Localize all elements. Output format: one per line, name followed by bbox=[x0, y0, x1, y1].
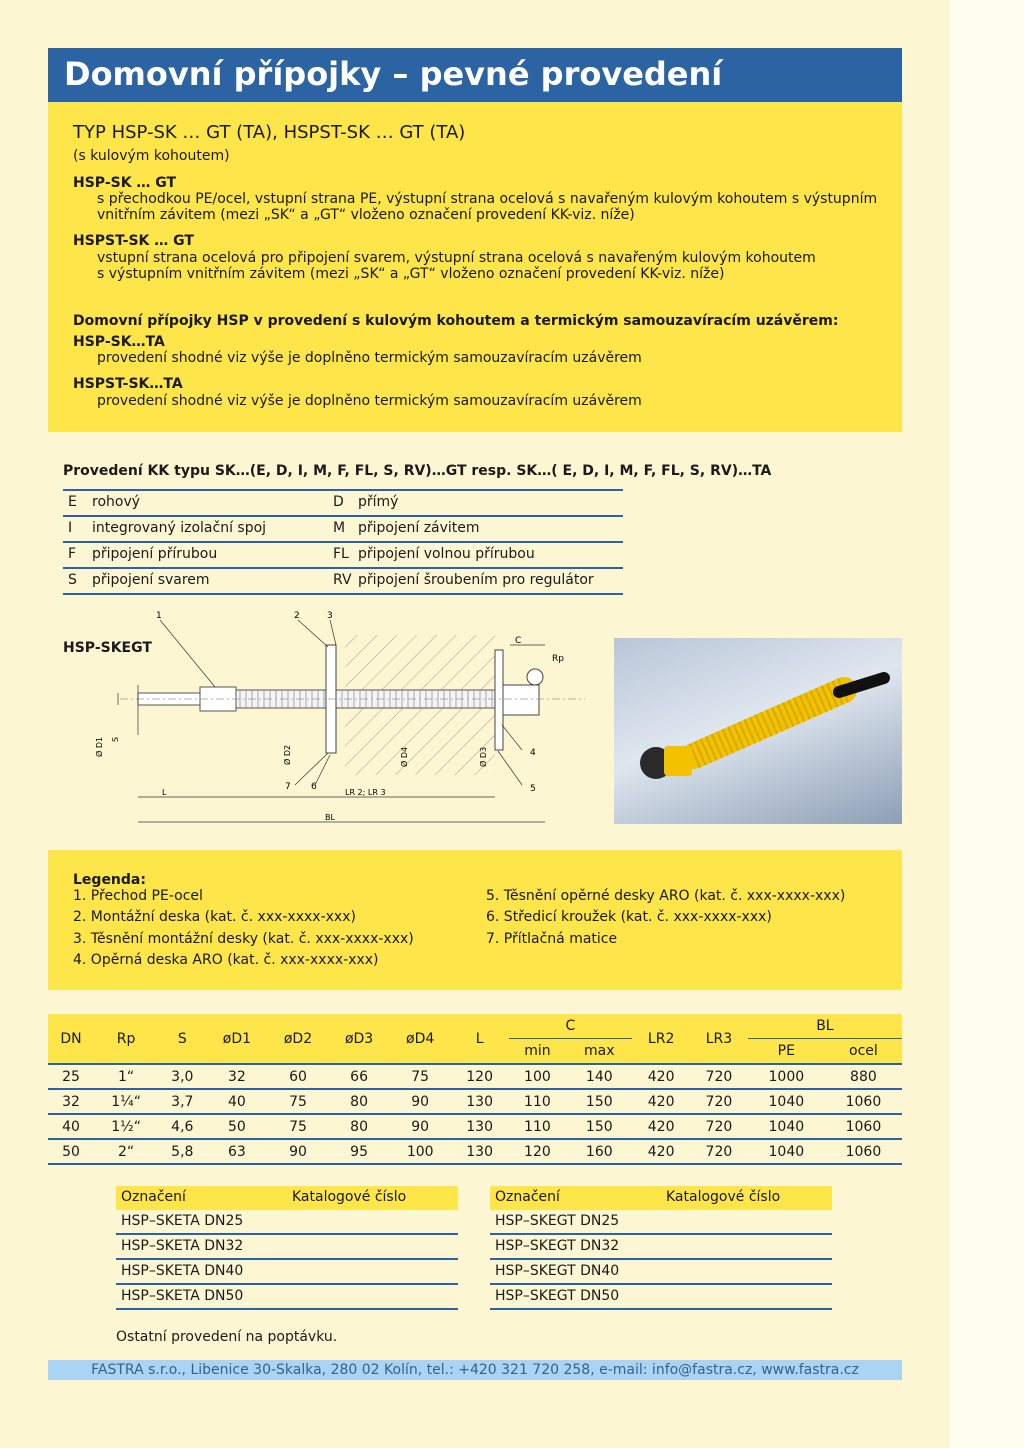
catalog-table-left bbox=[116, 1186, 458, 1310]
product-photo bbox=[614, 638, 902, 824]
dims-cell: 25 bbox=[48, 1064, 94, 1089]
drawing-label: HSP-SKEGT bbox=[63, 640, 152, 656]
col-rp: Rp bbox=[94, 1014, 158, 1064]
kk-text: přímý bbox=[358, 494, 399, 510]
catalog-col-number: Katalogové číslo bbox=[666, 1189, 781, 1205]
footer-note: Ostatní provedení na poptávku. bbox=[116, 1329, 338, 1345]
catalog-item: HSP–SKETA DN25 bbox=[121, 1213, 244, 1229]
dims-cell: 75 bbox=[390, 1064, 451, 1089]
kk-text: připojení svarem bbox=[92, 572, 210, 588]
legend-title: Legenda: bbox=[73, 872, 146, 888]
kk-text: integrovaný izolační spoj bbox=[92, 520, 267, 536]
dims-cell: 1040 bbox=[748, 1139, 825, 1164]
dims-cell: 75 bbox=[267, 1089, 328, 1114]
dims-cell: 90 bbox=[390, 1114, 451, 1139]
legend-item: 5. Těsnění opěrné desky ARO (kat. č. xxx-xxxx-xxx) bbox=[486, 888, 846, 904]
kk-title: Provedení KK typu SK…(E, D, I, M, F, FL, S, RV)…GT resp. SK…( E, D, I, M, F, FL, S, RV)…TA bbox=[63, 463, 772, 479]
dims-cell: 80 bbox=[329, 1089, 390, 1114]
legend-box bbox=[48, 850, 902, 990]
dims-row bbox=[48, 1139, 902, 1164]
col-c: C bbox=[509, 1014, 633, 1039]
footer-bar bbox=[48, 1360, 902, 1380]
dims-cell: 1“ bbox=[94, 1064, 158, 1089]
item-heading: HSP-SK … GT bbox=[73, 175, 177, 191]
col-d4: øD4 bbox=[390, 1014, 451, 1064]
item-line: s výstupním vnitřním závitem (mezi „SK“ a „GT“ vloženo označení provedení KK-viz. níže) bbox=[97, 266, 725, 282]
col-lr2: LR2 bbox=[632, 1014, 690, 1064]
catalog-item: HSP–SKEGT DN25 bbox=[495, 1213, 620, 1229]
dims-cell: 130 bbox=[451, 1139, 509, 1164]
catalog-col-designation: Označení bbox=[495, 1189, 560, 1205]
intro-box bbox=[48, 102, 902, 432]
dims-cell: 140 bbox=[566, 1064, 632, 1089]
dims-cell: 40 bbox=[206, 1089, 267, 1114]
valve-handle bbox=[527, 669, 543, 685]
dims-cell: 120 bbox=[509, 1139, 567, 1164]
catalog-item: HSP–SKEGT DN50 bbox=[495, 1288, 620, 1304]
catalog-item: HSP–SKEGT DN40 bbox=[495, 1263, 620, 1279]
dim-bl: BL bbox=[325, 813, 335, 822]
dims-cell: 1040 bbox=[748, 1114, 825, 1139]
col-lr3: LR3 bbox=[690, 1014, 748, 1064]
dims-cell: 50 bbox=[48, 1139, 94, 1164]
kk-row bbox=[63, 541, 623, 567]
section2-heading: Domovní přípojky HSP v provedení s kulovým kohoutem a termickým samouzavíracím uzávěrem: bbox=[73, 313, 839, 329]
col-bl-pe: PE bbox=[748, 1039, 825, 1065]
legend-item: 4. Opěrná deska ARO (kat. č. xxx-xxxx-xxx) bbox=[73, 952, 379, 968]
dims-cell: 95 bbox=[329, 1139, 390, 1164]
dims-cell: 1060 bbox=[825, 1089, 902, 1114]
callout-6: 6 bbox=[311, 782, 317, 792]
catalog-row bbox=[116, 1260, 458, 1285]
dims-cell: 3,0 bbox=[158, 1064, 206, 1089]
dim-d3: Ø D3 bbox=[479, 746, 488, 767]
dims-cell: 720 bbox=[690, 1064, 748, 1089]
dims-cell: 720 bbox=[690, 1089, 748, 1114]
legend-item: 7. Přítlačná matice bbox=[486, 931, 618, 947]
dims-cell: 1040 bbox=[748, 1089, 825, 1114]
dims-row bbox=[48, 1064, 902, 1089]
dim-d1: Ø D1 bbox=[95, 736, 104, 757]
ball-valve bbox=[503, 685, 539, 715]
item-line: s přechodkou PE/ocel, vstupní strana PE, výstupní strana ocelová s navařeným kulovým kohoutem s výstupním bbox=[97, 191, 878, 207]
dims-cell: 2“ bbox=[94, 1139, 158, 1164]
dims-cell: 1½“ bbox=[94, 1114, 158, 1139]
catalog-col-designation: Označení bbox=[121, 1189, 186, 1205]
dims-cell: 80 bbox=[329, 1114, 390, 1139]
dims-cell: 1000 bbox=[748, 1064, 825, 1089]
dim-rp: Rp bbox=[552, 654, 564, 664]
kk-code: E bbox=[68, 494, 77, 510]
item-line: provedení shodné viz výše je doplněno termickým samouzavíracím uzávěrem bbox=[97, 393, 642, 409]
kk-table bbox=[63, 489, 623, 595]
dims-cell: 50 bbox=[206, 1114, 267, 1139]
dims-cell: 32 bbox=[48, 1089, 94, 1114]
kk-code: RV bbox=[333, 572, 352, 588]
dims-cell: 40 bbox=[48, 1114, 94, 1139]
kk-code: F bbox=[68, 546, 77, 562]
kk-text: připojení přírubou bbox=[92, 546, 218, 562]
catalog-header bbox=[116, 1186, 458, 1210]
dims-cell: 130 bbox=[451, 1089, 509, 1114]
dims-cell: 5,8 bbox=[158, 1139, 206, 1164]
dims-cell: 160 bbox=[566, 1139, 632, 1164]
catalog-table-right bbox=[490, 1186, 832, 1310]
dim-d4: Ø D4 bbox=[400, 746, 409, 767]
callout-2: 2 bbox=[294, 611, 300, 621]
title-bar bbox=[48, 48, 902, 102]
kk-code: M bbox=[333, 520, 346, 536]
dim-c: C bbox=[515, 636, 522, 646]
dims-cell: 420 bbox=[632, 1089, 690, 1114]
legend-item: 3. Těsnění montážní desky (kat. č. xxx-xxxx-xxx) bbox=[73, 931, 414, 947]
dims-cell: 150 bbox=[566, 1114, 632, 1139]
dims-row bbox=[48, 1089, 902, 1114]
dims-cell: 66 bbox=[329, 1064, 390, 1089]
dims-cell: 1¼“ bbox=[94, 1089, 158, 1114]
catalog-col-number: Katalogové číslo bbox=[292, 1189, 407, 1205]
page-title: Domovní přípojky – pevné provedení bbox=[64, 55, 723, 93]
dim-d2: Ø D2 bbox=[283, 744, 292, 765]
callout-7: 7 bbox=[285, 782, 291, 792]
catalog-row bbox=[490, 1235, 832, 1260]
dims-cell: 130 bbox=[451, 1114, 509, 1139]
kk-row bbox=[63, 489, 623, 515]
kk-text: připojení volnou přírubou bbox=[358, 546, 535, 562]
kk-row bbox=[63, 567, 623, 595]
dims-cell: 1060 bbox=[825, 1139, 902, 1164]
col-c-min: min bbox=[509, 1039, 567, 1065]
dims-cell: 150 bbox=[566, 1089, 632, 1114]
legend-item: 6. Středicí kroužek (kat. č. xxx-xxxx-xxx) bbox=[486, 909, 772, 925]
dims-cell: 1060 bbox=[825, 1114, 902, 1139]
dims-body bbox=[48, 1064, 902, 1164]
technical-drawing bbox=[90, 605, 590, 835]
dims-row bbox=[48, 1114, 902, 1139]
col-d1: øD1 bbox=[206, 1014, 267, 1064]
catalog-row bbox=[116, 1210, 458, 1235]
kk-text: připojení šroubením pro regulátor bbox=[358, 572, 594, 588]
dims-cell: 90 bbox=[267, 1139, 328, 1164]
dims-cell: 110 bbox=[509, 1089, 567, 1114]
dims-cell: 63 bbox=[206, 1139, 267, 1164]
dims-cell: 3,7 bbox=[158, 1089, 206, 1114]
kk-text: rohový bbox=[92, 494, 141, 510]
type-line: TYP HSP-SK … GT (TA), HSPST-SK … GT (TA) bbox=[73, 122, 466, 143]
catalog-header bbox=[490, 1186, 832, 1210]
catalog-row bbox=[116, 1285, 458, 1310]
dims-cell: 32 bbox=[206, 1064, 267, 1089]
item-heading: HSPST-SK…TA bbox=[73, 376, 183, 392]
kk-code: I bbox=[68, 520, 73, 536]
catalog-item: HSP–SKETA DN40 bbox=[121, 1263, 244, 1279]
dims-cell: 880 bbox=[825, 1064, 902, 1089]
col-l: L bbox=[451, 1014, 509, 1064]
dimensions-table bbox=[48, 1014, 902, 1165]
valve-housing bbox=[664, 746, 692, 776]
kk-text: připojení závitem bbox=[358, 520, 480, 536]
dims-cell: 120 bbox=[451, 1064, 509, 1089]
page-margin bbox=[950, 0, 1024, 1448]
dims-cell: 110 bbox=[509, 1114, 567, 1139]
catalog-row bbox=[490, 1260, 832, 1285]
dims-cell: 100 bbox=[390, 1139, 451, 1164]
dims-cell: 100 bbox=[509, 1064, 567, 1089]
dims-cell: 4,6 bbox=[158, 1114, 206, 1139]
item-line: provedení shodné viz výše je doplněno termickým samouzavíracím uzávěrem bbox=[97, 350, 642, 366]
kk-code: FL bbox=[333, 546, 349, 562]
callout-5: 5 bbox=[530, 784, 536, 794]
kk-row bbox=[63, 515, 623, 541]
col-d3: øD3 bbox=[329, 1014, 390, 1064]
catalog-row bbox=[490, 1285, 832, 1310]
col-bl: BL bbox=[748, 1014, 902, 1039]
support-plate bbox=[495, 650, 503, 750]
callout-4: 4 bbox=[530, 748, 536, 758]
item-line: vstupní strana ocelová pro připojení svarem, výstupní strana ocelová s navařeným kulovým kohoutem bbox=[97, 250, 816, 266]
col-bl-ocel: ocel bbox=[825, 1039, 902, 1065]
callout-3: 3 bbox=[327, 611, 333, 621]
item-line: vnitřním závitem (mezi „SK“ a „GT“ vloženo označení provedení KK-viz. níže) bbox=[97, 207, 635, 223]
col-s: S bbox=[158, 1014, 206, 1064]
dims-cell: 720 bbox=[690, 1114, 748, 1139]
catalog-item: HSP–SKETA DN50 bbox=[121, 1288, 244, 1304]
dims-cell: 90 bbox=[390, 1089, 451, 1114]
kk-code: D bbox=[333, 494, 344, 510]
dims-cell: 420 bbox=[632, 1139, 690, 1164]
dim-s: S bbox=[111, 736, 120, 742]
dims-cell: 75 bbox=[267, 1114, 328, 1139]
catalog-item: HSP–SKETA DN32 bbox=[121, 1238, 244, 1254]
type-subtitle: (s kulovým kohoutem) bbox=[73, 148, 230, 164]
dim-lr: LR 2; LR 3 bbox=[345, 788, 386, 797]
legend-item: 1. Přechod PE-ocel bbox=[73, 888, 203, 904]
footer-contact: FASTRA s.r.o., Libenice 30-Skalka, 280 02 Kolín, tel.: +420 321 720 258, e-mail: info@fastra.cz, www.fastra.cz bbox=[91, 1362, 859, 1378]
item-heading: HSP-SK…TA bbox=[73, 334, 165, 350]
dims-cell: 420 bbox=[632, 1064, 690, 1089]
col-c-max: max bbox=[566, 1039, 632, 1065]
catalog-row bbox=[490, 1210, 832, 1235]
kk-code: S bbox=[68, 572, 77, 588]
callout-1: 1 bbox=[156, 611, 162, 621]
item-heading: HSPST-SK … GT bbox=[73, 233, 194, 249]
catalog-item: HSP–SKEGT DN32 bbox=[495, 1238, 620, 1254]
catalog-row bbox=[116, 1235, 458, 1260]
col-d2: øD2 bbox=[267, 1014, 328, 1064]
dims-cell: 720 bbox=[690, 1139, 748, 1164]
dims-cell: 60 bbox=[267, 1064, 328, 1089]
dims-cell: 420 bbox=[632, 1114, 690, 1139]
dim-l: L bbox=[162, 788, 167, 797]
col-dn: DN bbox=[48, 1014, 94, 1064]
legend-item: 2. Montážní deska (kat. č. xxx-xxxx-xxx) bbox=[73, 909, 356, 925]
